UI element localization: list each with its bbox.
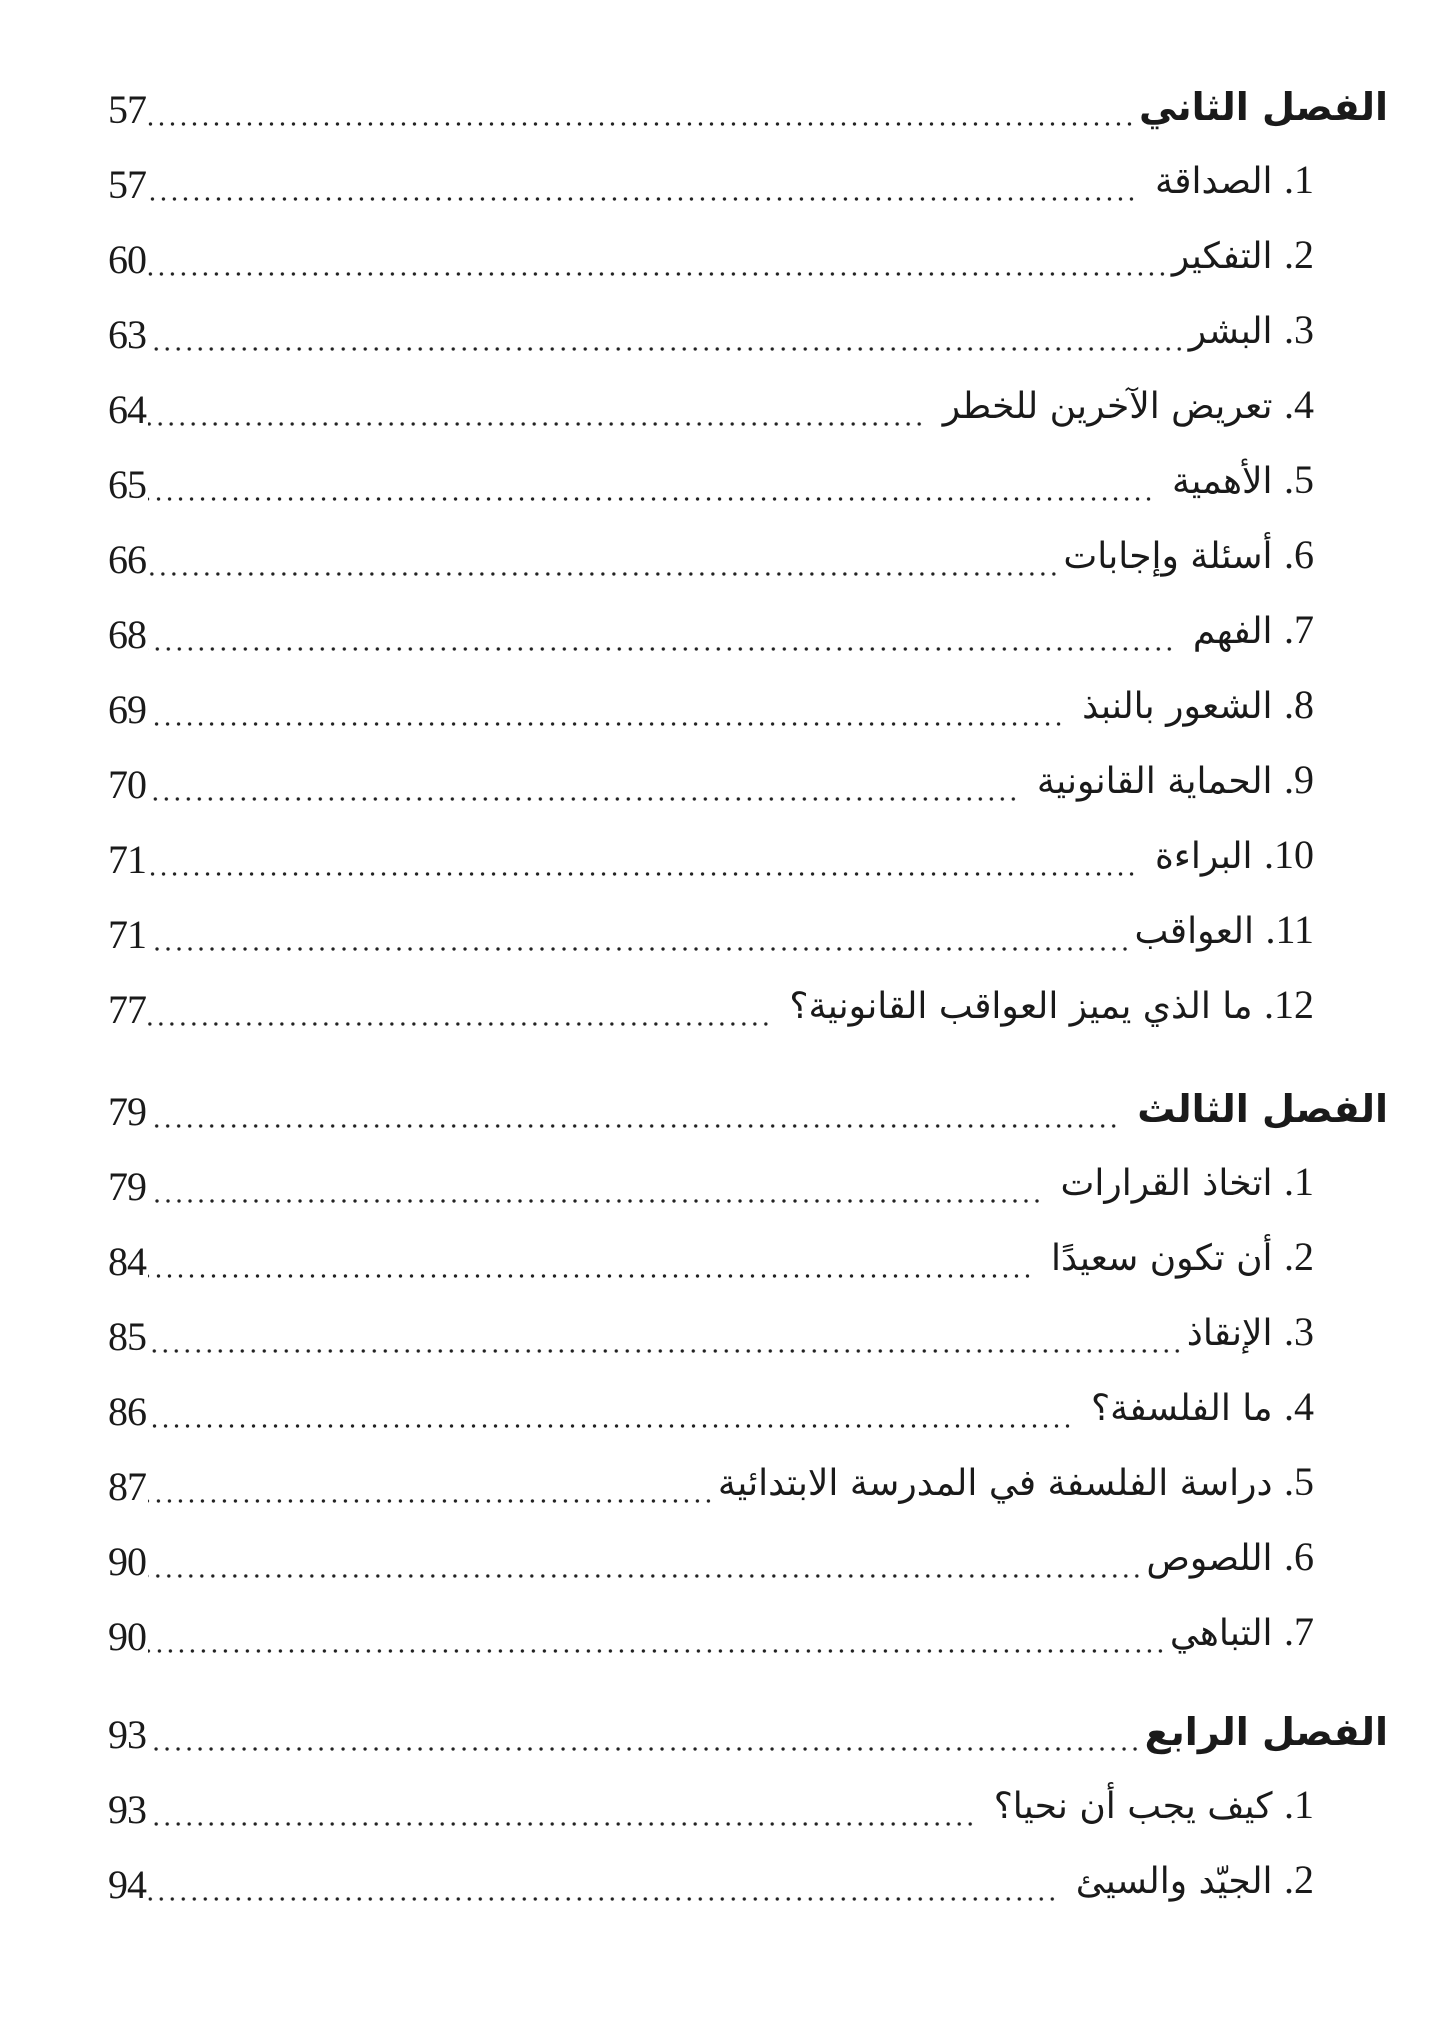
entry-text: الفهم <box>1192 611 1273 652</box>
page-number: 66 <box>108 537 146 582</box>
page-number: 87 <box>108 1464 146 1509</box>
page-number: 79 <box>108 1089 146 1134</box>
entry-number: 4. <box>1284 1384 1314 1429</box>
entry-number: 11. <box>1265 907 1314 952</box>
page-number: 77 <box>108 987 146 1032</box>
entry-title <box>1146 1532 1314 1584</box>
entry-title <box>1063 530 1314 582</box>
entry-number: 1. <box>1284 1159 1314 1204</box>
entry-number: 6. <box>1284 532 1314 577</box>
entry-number: 1. <box>1284 157 1314 202</box>
page-number: 63 <box>108 312 146 357</box>
dot-leader <box>148 1574 1142 1578</box>
toc-entry[interactable] <box>108 897 1314 957</box>
toc-entry[interactable] <box>108 822 1314 882</box>
toc-entry[interactable] <box>108 1772 1314 1832</box>
entry-text: التباهي <box>1169 1613 1273 1654</box>
toc-entry[interactable] <box>108 1847 1314 1907</box>
dot-leader <box>148 722 1064 726</box>
entry-title <box>775 980 1314 1032</box>
dot-leader <box>148 1822 976 1826</box>
page-number: 90 <box>108 1614 146 1659</box>
dot-leader <box>148 347 1185 351</box>
toc-entry[interactable] <box>108 222 1314 282</box>
page-number: 69 <box>108 687 146 732</box>
entry-text: الفصل الرابع <box>1144 1710 1388 1754</box>
entry-number: 6. <box>1284 1534 1314 1579</box>
toc-entry[interactable] <box>108 672 1314 732</box>
entry-text: اتخاذ القرارات <box>1060 1163 1273 1204</box>
dot-leader <box>148 947 1131 951</box>
entry-text: أن تكون سعيدًا <box>1050 1238 1273 1279</box>
entry-title <box>718 1457 1314 1509</box>
entry-text: الفصل الثاني <box>1138 85 1388 129</box>
entry-title <box>1135 905 1314 957</box>
page-number: 84 <box>108 1239 146 1284</box>
entry-number: 7. <box>1284 607 1314 652</box>
entry-title <box>1139 82 1388 132</box>
entry-number: 10. <box>1264 832 1314 877</box>
toc-entry[interactable] <box>108 447 1314 507</box>
entry-text: العواقب <box>1134 911 1255 952</box>
dot-leader <box>148 1199 1043 1203</box>
page-number: 57 <box>108 162 146 207</box>
entry-title <box>1068 680 1314 732</box>
entry-text: الحماية القانونية <box>1036 761 1273 802</box>
entry-title <box>1189 305 1314 357</box>
entry-text: الإنقاذ <box>1186 1313 1273 1354</box>
entry-number: 3. <box>1284 1309 1314 1354</box>
entry-number: 5. <box>1284 1459 1314 1504</box>
entry-title <box>1023 755 1314 807</box>
page-number: 71 <box>108 912 146 957</box>
toc-entry[interactable] <box>108 147 1314 207</box>
entry-title <box>1062 1855 1314 1907</box>
entry-title <box>1187 1307 1314 1359</box>
entry-number: 2. <box>1284 232 1314 277</box>
entry-text: البشر <box>1188 311 1273 352</box>
entry-title <box>1141 155 1314 207</box>
dot-leader <box>148 1424 1073 1428</box>
entry-text: أسئلة وإجابات <box>1063 536 1273 577</box>
page-number: 85 <box>108 1314 146 1359</box>
entry-number: 3. <box>1284 307 1314 352</box>
entry-number: 7. <box>1284 1609 1314 1654</box>
entry-number: 2. <box>1284 1234 1314 1279</box>
dot-leader <box>148 1349 1183 1353</box>
entry-title <box>1047 1157 1314 1209</box>
entry-text: التفكير <box>1171 236 1273 277</box>
page-number: 70 <box>108 762 146 807</box>
toc-entry[interactable] <box>108 1374 1314 1434</box>
toc-entry[interactable] <box>108 372 1314 432</box>
entry-number: 8. <box>1284 682 1314 727</box>
toc-entry[interactable] <box>108 297 1314 357</box>
dot-leader <box>148 497 1154 501</box>
entry-text: الصداقة <box>1154 161 1273 202</box>
entry-number: 9. <box>1284 757 1314 802</box>
toc-entry[interactable] <box>108 1299 1314 1359</box>
entry-text: تعريض الآخرين للخطر <box>942 386 1273 427</box>
entry-title <box>1170 1607 1314 1659</box>
page-number: 71 <box>108 837 146 882</box>
entry-title <box>1172 230 1314 282</box>
entry-number: 4. <box>1284 382 1314 427</box>
page-number: 57 <box>108 87 146 132</box>
page-number: 86 <box>108 1389 146 1434</box>
dot-leader <box>148 1022 771 1026</box>
dot-leader <box>148 1649 1166 1653</box>
entry-title <box>1141 830 1314 882</box>
page-number: 60 <box>108 237 146 282</box>
entry-number: 5. <box>1284 457 1314 502</box>
entry-text: كيف يجب أن نحيا؟ <box>993 1786 1273 1827</box>
dot-leader <box>148 572 1059 576</box>
entry-title <box>929 380 1314 432</box>
page-number: 64 <box>108 387 146 432</box>
toc-entry[interactable] <box>108 747 1314 807</box>
entry-text: دراسة الفلسفة في المدرسة الابتدائية <box>717 1463 1273 1504</box>
entry-text: ما الفلسفة؟ <box>1091 1388 1273 1429</box>
dot-leader <box>148 1747 1141 1751</box>
toc-entry[interactable] <box>108 1149 1314 1209</box>
dot-leader <box>148 422 925 426</box>
entry-number: 1. <box>1284 1782 1314 1827</box>
entry-text: البراءة <box>1155 836 1253 877</box>
toc-entry[interactable] <box>108 1599 1314 1659</box>
entry-number: 2. <box>1284 1857 1314 1902</box>
dot-leader <box>148 1897 1058 1901</box>
entry-text: ما الذي يميز العواقب القانونية؟ <box>789 986 1253 1027</box>
toc-chapter-heading[interactable] <box>108 1074 1388 1134</box>
page-number: 79 <box>108 1164 146 1209</box>
dot-leader <box>148 122 1135 126</box>
entry-text: الفصل الثالث <box>1137 1087 1388 1131</box>
dot-leader <box>148 872 1137 876</box>
toc-chapter-heading[interactable] <box>108 1697 1388 1757</box>
entry-title <box>1077 1382 1314 1434</box>
entry-title <box>1037 1232 1314 1284</box>
toc-entry[interactable] <box>108 522 1314 582</box>
dot-leader <box>148 197 1137 201</box>
dot-leader <box>148 1124 1119 1128</box>
entry-title <box>1158 455 1314 507</box>
dot-leader <box>148 797 1019 801</box>
entry-title <box>1123 1084 1388 1134</box>
toc-entry[interactable] <box>108 1524 1314 1584</box>
toc-entry[interactable] <box>108 1224 1314 1284</box>
dot-leader <box>148 272 1168 276</box>
toc-chapter-heading[interactable] <box>108 72 1388 132</box>
page-number: 93 <box>108 1787 146 1832</box>
page-number: 93 <box>108 1712 146 1757</box>
entry-text: الشعور بالنبذ <box>1082 686 1273 727</box>
toc-entry[interactable] <box>108 972 1314 1032</box>
entry-text: الجيّد والسيئ <box>1075 1861 1273 1902</box>
entry-title <box>980 1780 1314 1832</box>
page-number: 65 <box>108 462 146 507</box>
page-number: 94 <box>108 1862 146 1907</box>
entry-title <box>1179 605 1314 657</box>
entry-text: الأهمية <box>1172 461 1273 502</box>
dot-leader <box>148 1499 714 1503</box>
entry-number: 12. <box>1264 982 1314 1027</box>
dot-leader <box>148 1274 1033 1278</box>
toc-entry[interactable] <box>108 597 1314 657</box>
page-number: 68 <box>108 612 146 657</box>
entry-title <box>1145 1707 1388 1757</box>
entry-text: اللصوص <box>1146 1538 1273 1579</box>
dot-leader <box>148 647 1175 651</box>
toc-entry[interactable] <box>108 1449 1314 1509</box>
page-number: 90 <box>108 1539 146 1584</box>
